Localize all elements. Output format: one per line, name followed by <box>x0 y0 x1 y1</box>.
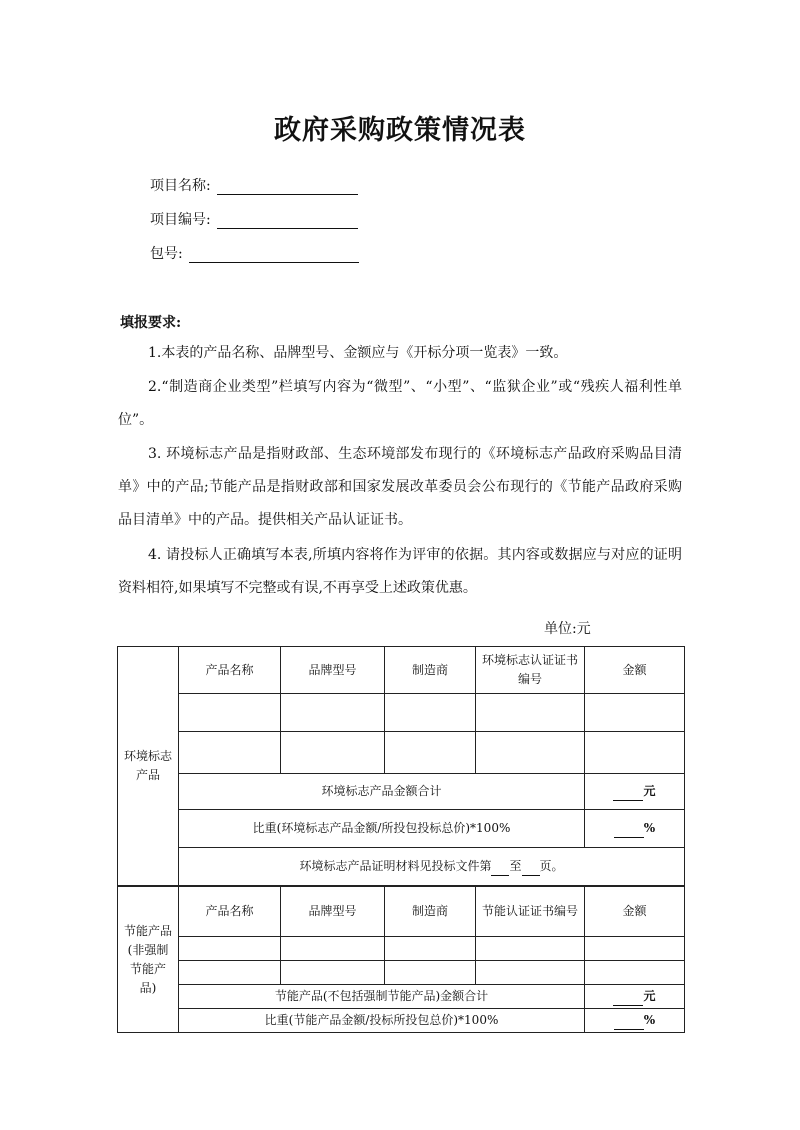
project-name-field <box>150 175 358 195</box>
energy-total-unit: 元 <box>643 989 656 1003</box>
env-cell[interactable] <box>476 694 585 732</box>
energy-ratio-label: 比重(节能产品金额/投标所投包总价)*100% <box>179 1009 585 1033</box>
requirements-heading: 填报要求: <box>120 315 182 331</box>
energy-header-brand-model: 品牌型号 <box>281 887 385 937</box>
env-cell[interactable] <box>281 732 385 774</box>
env-row-label: 环境标志 产品 <box>118 647 179 886</box>
env-ratio-value[interactable] <box>585 810 685 848</box>
project-name-input-line[interactable] <box>217 178 358 195</box>
env-header-manufacturer: 制造商 <box>385 647 476 694</box>
energy-header-amount: 金额 <box>585 887 685 937</box>
env-proof-row <box>118 848 685 886</box>
env-total-label: 环境标志产品金额合计 <box>179 774 585 810</box>
package-number-field <box>150 243 359 263</box>
env-total-row <box>118 774 685 810</box>
package-number-input-line[interactable] <box>189 246 359 263</box>
env-total-unit: 元 <box>643 784 656 798</box>
env-cell[interactable] <box>179 694 281 732</box>
table-row <box>118 732 685 774</box>
env-label-table <box>117 646 685 886</box>
energy-header-product-name: 产品名称 <box>179 887 281 937</box>
env-total-value[interactable] <box>585 774 685 810</box>
energy-cell[interactable] <box>585 937 685 961</box>
env-proof-end-blank[interactable] <box>522 862 540 876</box>
energy-ratio-row <box>118 1009 685 1033</box>
energy-total-row <box>118 985 685 1009</box>
env-cell[interactable] <box>281 694 385 732</box>
energy-cell[interactable] <box>179 961 281 985</box>
env-ratio-row <box>118 810 685 848</box>
env-header-cert-number: 环境标志认证证书编号 <box>476 647 585 694</box>
env-cell[interactable] <box>585 694 685 732</box>
energy-cell[interactable] <box>179 937 281 961</box>
env-cell[interactable] <box>385 694 476 732</box>
energy-header-row <box>118 887 685 937</box>
energy-total-label: 节能产品(不包括强制节能产品)金额合计 <box>179 985 585 1009</box>
env-ratio-label: 比重(环境标志产品金额/所投包投标总价)*100% <box>179 810 585 848</box>
env-header-row <box>118 647 685 694</box>
env-cell[interactable] <box>585 732 685 774</box>
env-header-amount: 金额 <box>585 647 685 694</box>
env-ratio-blank[interactable] <box>614 824 644 838</box>
energy-header-cert-number: 节能认证证书编号 <box>476 887 585 937</box>
table-row <box>118 694 685 732</box>
energy-ratio-value[interactable] <box>585 1009 685 1033</box>
energy-cell[interactable] <box>385 937 476 961</box>
energy-header-manufacturer: 制造商 <box>385 887 476 937</box>
env-proof-text: 环境标志产品证明材料见投标文件第 至 页。 <box>179 848 685 886</box>
energy-cell[interactable] <box>585 961 685 985</box>
energy-ratio-unit: % <box>643 1013 656 1027</box>
energy-row-label: 节能产品 (非强制 节能产 品) <box>118 887 179 1033</box>
env-cell[interactable] <box>476 732 585 774</box>
requirement-item-4: 4. 请投标人正确填写本表,所填内容将作为评审的依据。其内容或数据应与对应的证明资料相符,如果填写不完整或有误,不再享受上述政策优惠。 <box>118 547 682 596</box>
env-header-brand-model: 品牌型号 <box>281 647 385 694</box>
energy-cell[interactable] <box>476 961 585 985</box>
env-proof-start-blank[interactable] <box>491 862 509 876</box>
env-ratio-unit: % <box>643 821 656 835</box>
energy-cell[interactable] <box>476 937 585 961</box>
energy-total-blank[interactable] <box>613 992 643 1006</box>
energy-saving-table <box>117 886 685 1033</box>
unit-label: 单位:元 <box>544 621 591 637</box>
env-total-blank[interactable] <box>613 787 643 801</box>
table-row <box>118 961 685 985</box>
project-number-label: 项目编号: <box>150 212 211 228</box>
requirement-item-2: 2.“制造商企业类型”栏填写内容为“微型”、“小型”、“监狱企业”或“残疾人福利性单位”。 <box>118 379 682 428</box>
energy-cell[interactable] <box>281 961 385 985</box>
energy-total-value[interactable] <box>585 985 685 1009</box>
energy-ratio-blank[interactable] <box>614 1016 644 1030</box>
env-header-product-name: 产品名称 <box>179 647 281 694</box>
energy-cell[interactable] <box>385 961 476 985</box>
table-row <box>118 937 685 961</box>
project-number-field <box>150 209 358 229</box>
page-title: 政府采购政策情况表 <box>274 115 526 146</box>
project-number-input-line[interactable] <box>217 212 358 229</box>
env-cell[interactable] <box>179 732 281 774</box>
package-number-label: 包号: <box>150 246 183 262</box>
energy-cell[interactable] <box>281 937 385 961</box>
requirement-item-3: 3. 环境标志产品是指财政部、生态环境部发布现行的《环境标志产品政府采购品目清单》中的产品;节能产品是指财政部和国家发展改革委员会公布现行的《节能产品政府采购品目清单》中的产品。提供相关产品认证证书。 <box>118 446 682 528</box>
project-name-label: 项目名称: <box>150 178 211 194</box>
requirement-item-1: 1.本表的产品名称、品牌型号、金额应与《开标分项一览表》一致。 <box>148 345 568 361</box>
env-cell[interactable] <box>385 732 476 774</box>
